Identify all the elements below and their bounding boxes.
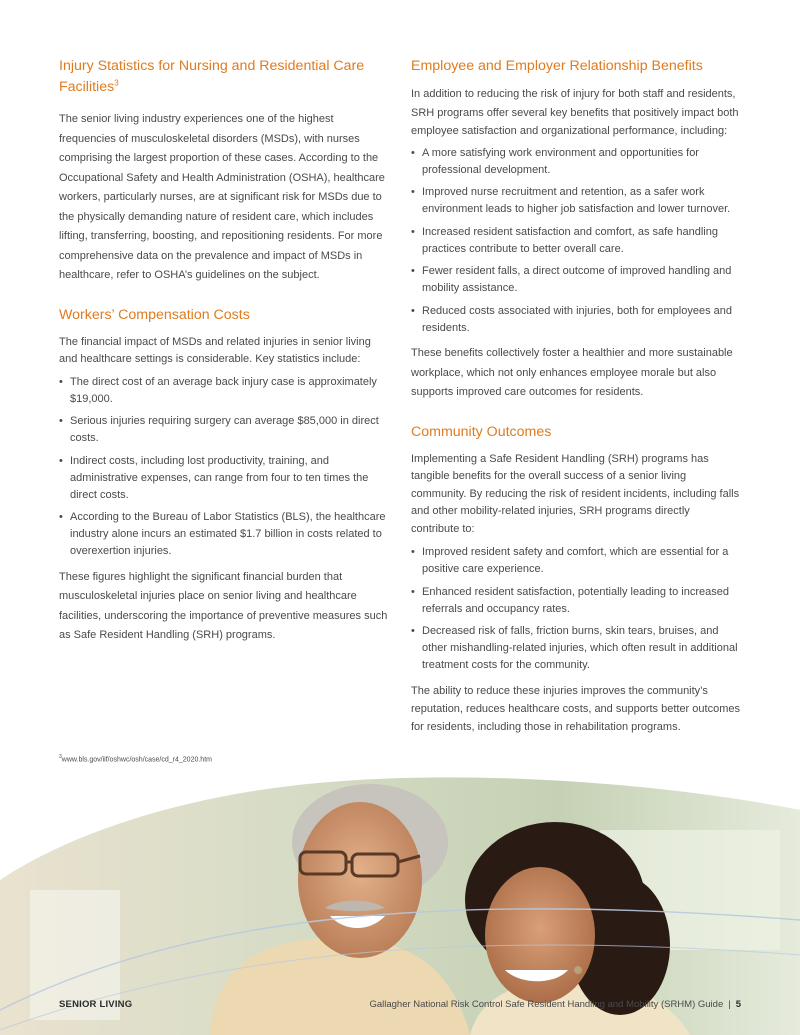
left-column <box>59 56 389 646</box>
employee-benefits-intro: In addition to reducing the risk of injury for both staff and residents, SRH programs offer several key benefits that positively impact both employee satisfaction and organizational performance, including: <box>411 88 739 137</box>
footer-title-text: Gallagher National Risk Control Safe Resident Handling and Mobility (SRHM) Guide <box>369 999 724 1010</box>
injury-statistics-body: The senior living industry experiences one of the highest frequencies of musculoskeletal disorders (MSDs), with nurses comprising the largest proportion of these cases. According to the Occupational Safety and Health Administration (OSHA), healthcare workers, particularly nurses, are at significant risk for MSDs due to the physically demanding nature of resident care, which includes lifting, transferring, boosting, and repositioning residents. For more comprehensive data on the prevalence and impact of MSDs in healthcare, refer to OSHA’s guidelines on the subject. <box>59 113 385 281</box>
community-outcomes-closing: The ability to reduce these injuries improves the community’s reputation, reduces healthcare costs, and supports better outcomes for residents, including those in rehabilitation programs. <box>411 684 740 733</box>
page-number: 5 <box>735 999 741 1010</box>
employee-benefits-heading: Employee and Employer Relationship Benefits <box>411 58 703 74</box>
list-item: • Increased resident satisfaction and comfort, as safe handling practices contribute to better overall care. <box>411 224 741 258</box>
page-footer <box>0 996 800 1016</box>
list-item: • According to the Bureau of Labor Statistics (BLS), the healthcare industry alone incurs an estimated $1.7 billion in costs related to overexertion injuries. <box>59 509 389 560</box>
workers-comp-heading: Workers’ Compensation Costs <box>59 306 250 323</box>
footnote-number: 3 <box>59 754 62 760</box>
list-item: • A more satisfying work environment and opportunities for professional development. <box>411 145 741 179</box>
list-item: • Fewer resident falls, a direct outcome of improved handling and mobility assistance. <box>411 263 741 297</box>
workers-comp-closing: These figures highlight the significant financial burden that musculoskeletal injuries place on senior living and healthcare facilities, underscoring the importance of preventive measures such as Safe Resident Handling (SRH) programs. <box>59 570 388 641</box>
list-item: • Enhanced resident satisfaction, potentially leading to increased referrals and occupancy rates. <box>411 584 741 618</box>
community-outcomes-bullet-list <box>411 544 741 674</box>
list-item: • The direct cost of an average back injury case is approximately $19,000. <box>59 374 389 408</box>
footnote-url: www.bls.gov/iif/oshwc/osh/case/cd_r4_2020.htm <box>61 756 212 764</box>
footer-separator: | <box>728 999 731 1010</box>
injury-statistics-heading: Injury Statistics for Nursing and Residential Care Facilities$^3$ <box>59 58 365 95</box>
list-item: • Improved nurse recruitment and retention, as a safer work environment leads to higher job satisfaction and lower turnover. <box>411 184 741 218</box>
list-item: • Improved resident safety and comfort, which are essential for a positive care experience. <box>411 544 741 578</box>
footer-section-label: SENIOR LIVING <box>59 999 133 1010</box>
workers-comp-bullet-list <box>59 374 389 561</box>
footnote <box>59 754 212 763</box>
employee-benefits-bullet-list <box>411 145 741 337</box>
list-item: • Indirect costs, including lost productivity, training, and administrative expenses, can range from four to ten times the direct costs. <box>59 453 389 504</box>
community-outcomes-heading: Community Outcomes <box>411 423 552 440</box>
list-item: • Serious injuries requiring surgery can average $85,000 in direct costs. <box>59 413 389 447</box>
list-item: • Decreased risk of falls, friction burns, skin tears, bruises, and other mishandling-related injuries, which often result in additional treatment costs for the community. <box>411 623 741 674</box>
footer-guide-title <box>369 999 741 1010</box>
list-item: • Reduced costs associated with injuries, both for employees and residents. <box>411 303 741 337</box>
employee-benefits-closing: These benefits collectively foster a healthier and more sustainable workplace, which not only enhances employee morale but also supports improved care outcomes for residents. <box>411 347 733 398</box>
footnote-marker: 3 <box>114 78 119 88</box>
community-outcomes-intro: Implementing a Safe Resident Handling (SRH) programs has tangible benefits for the overall success of a senior living community. By reducing the risk of resident incidents, including falls and other mobility-related injuries, SRH programs directly contribute to: <box>411 452 740 535</box>
right-column <box>411 56 741 736</box>
workers-comp-intro: The financial impact of MSDs and related injuries in senior living and healthcare settings is considerable. Key statistics include: <box>59 335 371 365</box>
